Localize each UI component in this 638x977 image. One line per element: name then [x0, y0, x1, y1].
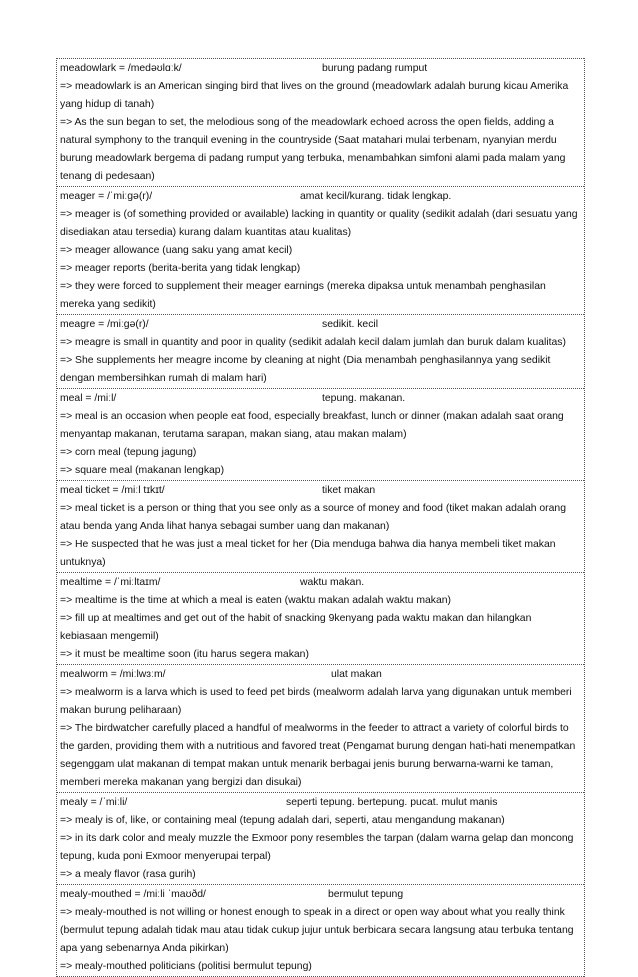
example-line: => She supplements her meagre income by cleaning at night (Dia menambah penghasilannya yang sedikit dengan membersihkan rumah di malam hari)	[60, 355, 551, 384]
entry-mealy	[57, 792, 584, 884]
example-line: => As the sun began to set, the melodious song of the meadowlark echoed across the open fields, adding a natural symphony to the tranquil evening in the countryside (Saat matahari mulai terbenam, nyanyian merdu burung meadowlark bergema di padang rumput yang terbuka, menambahkan simfoni alami pada malam yang tenang di pedesaan)	[60, 117, 566, 182]
example-line: => meal is an occasion when people eat food, especially breakfast, lunch or dinner (makan adalah saat orang menyantap makanan, terutama sarapan, makan siang, atau makan malam)	[60, 411, 564, 440]
entry-headword: meagre = /miːgə(r)/	[60, 319, 149, 330]
example-line: => meagre is small in quantity and poor in quality (sedikit adalah kecil dalam jumlah dan buruk dalam kualitas)	[60, 337, 566, 348]
example-line: => a mealy flavor (rasa gurih)	[60, 869, 196, 880]
entry-meager	[57, 186, 584, 314]
example-line: => meadowlark is an American singing bird that lives on the ground (meadowlark adalah burung kicau Amerika yang hidup di tanah)	[60, 81, 569, 110]
entry-headword: mealworm = /miːlwɜːm/	[60, 669, 166, 680]
example-line: => they were forced to supplement their meager earnings (mereka dipaksa untuk menambah penghasilan mereka yang sedikit)	[60, 281, 546, 310]
entry-headword: meager = /ˈmiːgə(r)/	[60, 191, 153, 202]
entry-head-row	[60, 60, 581, 78]
example-line: => mealy-mouthed politicians (politisi bermulut tepung)	[60, 961, 312, 972]
entry-meaning: sedikit. kecil	[322, 319, 379, 330]
entry-headword: mealy = /ˈmiːli/	[60, 797, 128, 808]
entry-meaning: tepung. makanan.	[322, 393, 406, 404]
entry-meaning: burung padang rumput	[322, 63, 428, 74]
example-line: => it must be mealtime soon (itu harus segera makan)	[60, 649, 309, 660]
entry-meaning: tiket makan	[322, 485, 376, 496]
entry-head-row	[60, 886, 581, 904]
entry-meagre	[57, 314, 584, 388]
entry-meaning: ulat makan	[331, 669, 382, 680]
entry-head-row	[60, 188, 581, 206]
entry-headword: meal ticket = /miːl tɪkɪt/	[60, 485, 165, 496]
example-line: => meager reports (berita-berita yang tidak lengkap)	[60, 263, 301, 274]
example-line: => meager allowance (uang saku yang amat kecil)	[60, 245, 293, 256]
entry-head-row	[60, 316, 581, 334]
example-line: => The birdwatcher carefully placed a handful of mealworms in the feeder to attract a variety of colorful birds to the garden, providing them with a nutritious and favored treat (Pengamat burung dengan hati-hati menempatkan segenggam ulat makanan di tempat makan untuk menarik berbagai jenis burung berwarna-warni ke taman, memberi mereka makanan yang bergizi dan disukai)	[60, 723, 576, 788]
example-line: => mealy is of, like, or containing meal (tepung adalah dari, seperti, atau mengandung makanan)	[60, 815, 505, 826]
entry-mealy-mouthed	[57, 884, 584, 977]
entry-meaning: bermulut tepung	[328, 889, 404, 900]
entry-head-row	[60, 574, 581, 592]
dictionary-sheet	[56, 58, 585, 977]
entry-headword: meal = /miːl/	[60, 393, 117, 404]
example-line: => fill up at mealtimes and get out of the habit of snacking 9kenyang pada waktu makan dan hilangkan kebiasaan mengemil)	[60, 613, 532, 642]
entry-head-row	[60, 390, 581, 408]
entry-headword: mealy-mouthed = /miːli ˈmaʊðd/	[60, 889, 206, 900]
entry-head-row	[60, 482, 581, 500]
example-line: => mealworm is a larva which is used to feed pet birds (mealworm adalah larva yang digunakan untuk memberi makan burung peliharaan)	[60, 687, 572, 716]
entry-meaning: waktu makan.	[300, 577, 365, 588]
entry-meaning: seperti tepung. bertepung. pucat. mulut manis	[286, 797, 498, 808]
example-line: => square meal (makanan lengkap)	[60, 465, 225, 476]
entry-headword: meadowlark = /medəʊlɑːk/	[60, 63, 182, 74]
example-line: => mealtime is the time at which a meal is eaten (waktu makan adalah waktu makan)	[60, 595, 451, 606]
entry-meaning: amat kecil/kurang. tidak lengkap.	[300, 191, 452, 202]
entry-headword: mealtime = /ˈmiːltaɪm/	[60, 577, 161, 588]
example-line: => meager is (of something provided or available) lacking in quantity or quality (sedikit adalah (dari sesuatu yang disediakan atau tersedia) kurang dalam kuantitas atau kualitas)	[60, 209, 578, 238]
example-line: => corn meal (tepung jagung)	[60, 447, 197, 458]
entry-mealworm	[57, 664, 584, 792]
entry-meal-ticket	[57, 480, 584, 572]
entry-head-row	[60, 666, 581, 684]
entry-head-row	[60, 794, 581, 812]
example-line: => meal ticket is a person or thing that you see only as a source of money and food (tiket makan adalah orang atau benda yang Anda lihat hanya sebagai sumber uang dan makanan)	[60, 503, 566, 532]
entry-meal	[57, 388, 584, 480]
entry-mealtime	[57, 572, 584, 664]
example-line: => in its dark color and mealy muzzle the Exmoor pony resembles the tarpan (dalam warna gelap dan moncong tepung, kuda poni Exmoor menyerupai terpal)	[60, 833, 574, 862]
example-line: => He suspected that he was just a meal ticket for her (Dia menduga bahwa dia hanya membeli tiket makan untuknya)	[60, 539, 556, 568]
example-line: => mealy-mouthed is not willing or honest enough to speak in a direct or open way about what you really think (bermulut tepung adalah tidak mau atau tidak cukup jujur untuk berbicara secara langsung atau terbuka tentang apa yang sebenarnya Anda pikirkan)	[60, 907, 574, 954]
entry-meadowlark	[57, 58, 584, 186]
